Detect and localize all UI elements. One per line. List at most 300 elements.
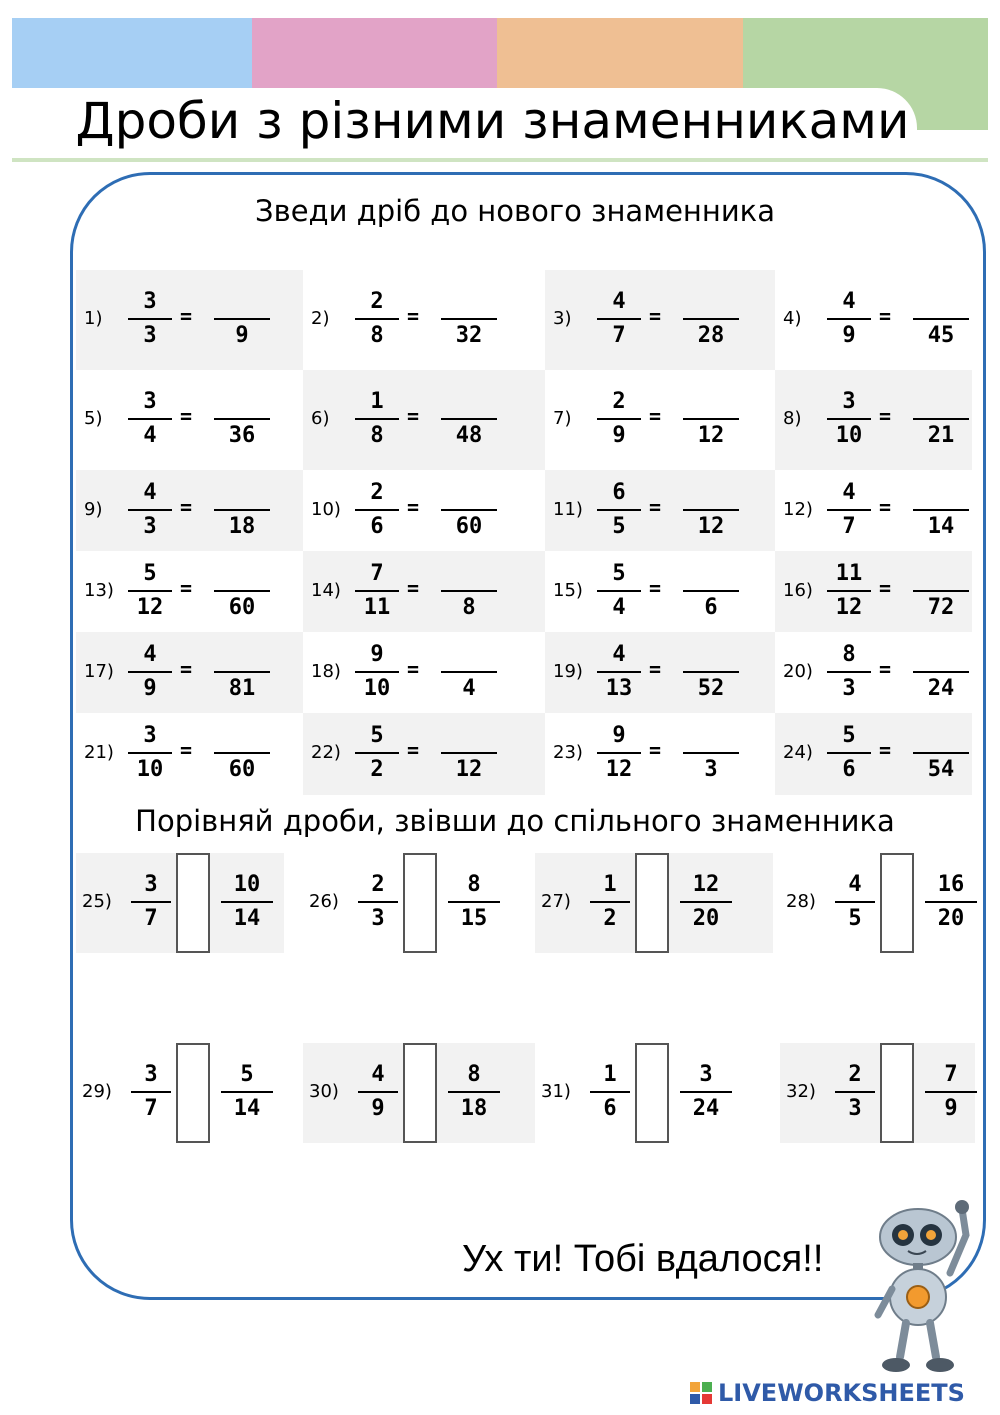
left-fraction-numerator: 1 [603, 1062, 617, 1087]
task-fraction-numerator: 4 [842, 479, 856, 505]
answer-bar [913, 590, 969, 592]
answer-numerator-input[interactable] [683, 478, 739, 508]
answer-fraction[interactable] [441, 287, 497, 351]
task-fraction-numerator: 7 [370, 560, 384, 586]
task-fraction-bar [355, 752, 399, 754]
answer-bar [683, 590, 739, 592]
equals-sign: = [180, 304, 193, 328]
answer-numerator-input[interactable] [913, 287, 969, 317]
right-fraction-bar [925, 901, 977, 903]
right-fraction-numerator: 16 [937, 872, 965, 897]
answer-denominator: 24 [927, 675, 955, 701]
header-stripe-orange [497, 18, 743, 88]
equals-sign: = [649, 304, 662, 328]
answer-fraction[interactable] [441, 478, 497, 542]
answer-fraction[interactable] [214, 559, 270, 623]
answer-fraction[interactable] [441, 640, 497, 704]
task-fraction-bar [827, 590, 871, 592]
answer-denominator: 18 [228, 513, 256, 539]
left-fraction-bar [131, 901, 171, 903]
left-fraction-bar [835, 1091, 875, 1093]
answer-bar [441, 590, 497, 592]
answer-bar [214, 752, 270, 754]
equals-sign: = [649, 738, 662, 762]
answer-numerator-input[interactable] [683, 387, 739, 417]
task-fraction [128, 287, 172, 351]
task-fraction-numerator: 4 [612, 641, 626, 667]
right-fraction-numerator: 8 [467, 872, 481, 897]
task-fraction [597, 287, 641, 351]
task-number: 19) [553, 660, 583, 682]
task-fraction-numerator: 4 [842, 289, 856, 314]
task-fraction-numerator: 2 [370, 479, 384, 505]
task-fraction [355, 287, 399, 351]
comparison-sign-input[interactable] [176, 853, 210, 953]
task-fraction [827, 387, 871, 451]
right-fraction-numerator: 7 [944, 1062, 958, 1087]
answer-numerator-input[interactable] [441, 721, 497, 751]
comparison-sign-input[interactable] [403, 1043, 437, 1143]
left-fraction [358, 1060, 398, 1124]
answer-bar [441, 418, 497, 420]
left-fraction-denominator: 5 [848, 906, 862, 931]
answer-fraction[interactable] [683, 640, 739, 704]
task-fraction-bar [355, 418, 399, 420]
left-fraction-denominator: 7 [144, 906, 158, 931]
left-fraction-numerator: 3 [144, 872, 158, 897]
task-fraction [355, 640, 399, 704]
task-fraction-denominator: 7 [842, 513, 856, 539]
task-fraction-denominator: 9 [842, 323, 856, 348]
equals-sign: = [180, 494, 193, 519]
answer-numerator-input[interactable] [683, 287, 739, 317]
task-number: 3) [553, 308, 572, 329]
task-fraction-numerator: 9 [370, 641, 384, 667]
answer-bar [214, 418, 270, 420]
task-fraction [827, 721, 871, 785]
equals-sign: = [879, 656, 892, 681]
right-fraction [448, 1060, 500, 1124]
task-fraction [128, 640, 172, 704]
liveworksheets-logo-text: LIVEWORKSHEETS [718, 1379, 965, 1407]
task-number: 2) [311, 308, 330, 329]
task-fraction-denominator: 4 [612, 594, 626, 620]
task-fraction-denominator: 10 [363, 675, 391, 701]
task-number: 18) [311, 660, 341, 682]
answer-numerator-input[interactable] [441, 478, 497, 508]
right-fraction-denominator: 15 [460, 906, 488, 931]
answer-numerator-input[interactable] [913, 559, 969, 589]
section-title-reduce: Зведи дріб до нового знаменника [255, 194, 775, 228]
task-number: 25) [82, 891, 112, 912]
task-fraction-bar [355, 590, 399, 592]
answer-numerator-input[interactable] [441, 559, 497, 589]
task-fraction-bar [128, 509, 172, 511]
left-fraction-bar [590, 901, 630, 903]
answer-denominator: 32 [455, 323, 483, 348]
left-fraction [358, 870, 398, 934]
answer-denominator: 60 [455, 513, 483, 539]
left-fraction-denominator: 2 [603, 906, 617, 931]
task-number: 22) [311, 742, 341, 763]
task-fraction-numerator: 2 [370, 289, 384, 314]
task-number: 8) [783, 408, 802, 429]
answer-fraction[interactable] [683, 478, 739, 542]
right-fraction-bar [448, 1091, 500, 1093]
task-fraction [128, 478, 172, 542]
right-fraction-bar [221, 901, 273, 903]
answer-numerator-input[interactable] [441, 287, 497, 317]
task-number: 27) [541, 891, 571, 912]
task-fraction-numerator: 3 [143, 289, 157, 314]
answer-denominator: 60 [228, 757, 256, 782]
task-fraction-denominator: 10 [136, 757, 164, 782]
task-number: 4) [783, 308, 802, 329]
robot-waving-icon [858, 1195, 988, 1380]
section-title-compare: Порівняй дроби, звівши до спільного знаменника [135, 804, 895, 838]
answer-bar [683, 671, 739, 673]
answer-denominator: 6 [704, 594, 718, 620]
task-fraction-denominator: 3 [143, 323, 157, 348]
answer-bar [441, 509, 497, 511]
answer-denominator: 72 [927, 594, 955, 620]
task-number: 15) [553, 579, 583, 601]
task-fraction-denominator: 4 [143, 423, 157, 448]
right-fraction-numerator: 8 [467, 1062, 481, 1087]
answer-numerator-input[interactable] [913, 721, 969, 751]
task-fraction-numerator: 3 [842, 389, 856, 414]
task-fraction-numerator: 5 [143, 560, 157, 586]
answer-denominator: 3 [704, 757, 718, 782]
task-fraction [128, 559, 172, 623]
left-fraction-denominator: 7 [144, 1096, 158, 1121]
equals-sign: = [649, 575, 662, 600]
task-fraction [597, 721, 641, 785]
task-fraction-bar [597, 509, 641, 511]
answer-fraction[interactable] [214, 287, 270, 351]
right-fraction-bar [221, 1091, 273, 1093]
task-fraction [355, 559, 399, 623]
task-fraction [827, 478, 871, 542]
answer-denominator: 54 [927, 757, 955, 782]
right-fraction [680, 870, 732, 934]
right-fraction-bar [680, 1091, 732, 1093]
right-fraction-denominator: 18 [460, 1096, 488, 1121]
equals-sign: = [407, 656, 420, 681]
left-fraction [590, 870, 630, 934]
answer-numerator-input[interactable] [683, 559, 739, 589]
answer-numerator-input[interactable] [913, 640, 969, 670]
answer-fraction[interactable] [441, 387, 497, 451]
task-number: 1) [84, 308, 103, 329]
answer-fraction[interactable] [214, 640, 270, 704]
answer-denominator: 21 [927, 423, 955, 448]
right-fraction-denominator: 14 [233, 1096, 261, 1121]
answer-fraction[interactable] [214, 478, 270, 542]
answer-denominator: 81 [228, 675, 256, 701]
task-fraction-bar [128, 590, 172, 592]
equals-sign: = [879, 304, 892, 328]
right-fraction-numerator: 12 [692, 872, 720, 897]
right-fraction [925, 870, 977, 934]
left-fraction-denominator: 9 [371, 1096, 385, 1121]
answer-numerator-input[interactable] [441, 640, 497, 670]
cheer-message: Ух ти! Тобі вдалося!! [462, 1238, 824, 1280]
left-fraction-numerator: 2 [371, 872, 385, 897]
task-number: 9) [84, 498, 103, 520]
answer-fraction[interactable] [683, 387, 739, 451]
right-fraction [221, 870, 273, 934]
right-fraction-numerator: 3 [699, 1062, 713, 1087]
task-cell [303, 370, 545, 470]
task-fraction-bar [355, 671, 399, 673]
answer-denominator: 12 [455, 757, 483, 782]
answer-fraction[interactable] [913, 721, 969, 785]
task-number: 10) [311, 498, 341, 520]
right-fraction-numerator: 10 [233, 872, 261, 897]
answer-bar [683, 509, 739, 511]
task-fraction-denominator: 8 [370, 323, 384, 348]
answer-fraction[interactable] [913, 287, 969, 351]
right-fraction-bar [448, 901, 500, 903]
answer-bar [214, 590, 270, 592]
equals-sign: = [879, 494, 892, 519]
task-fraction-denominator: 13 [605, 675, 633, 701]
answer-numerator-input[interactable] [214, 640, 270, 670]
answer-fraction[interactable] [214, 387, 270, 451]
answer-numerator-input[interactable] [683, 640, 739, 670]
answer-bar [683, 318, 739, 320]
task-number: 21) [84, 742, 114, 763]
task-fraction [355, 478, 399, 542]
answer-denominator: 4 [462, 675, 476, 701]
task-number: 6) [311, 408, 330, 429]
equals-sign: = [180, 404, 193, 428]
left-fraction-numerator: 3 [144, 1062, 158, 1087]
task-fraction-denominator: 2 [370, 757, 384, 782]
task-number: 11) [553, 498, 583, 520]
answer-fraction[interactable] [913, 387, 969, 451]
right-fraction-denominator: 14 [233, 906, 261, 931]
answer-fraction[interactable] [441, 721, 497, 785]
comparison-sign-input[interactable] [176, 1043, 210, 1143]
left-fraction [131, 870, 171, 934]
liveworksheets-logo[interactable] [690, 1378, 965, 1408]
equals-sign: = [180, 656, 193, 681]
task-fraction [827, 287, 871, 351]
task-fraction [355, 387, 399, 451]
right-fraction-numerator: 5 [240, 1062, 254, 1087]
task-fraction-denominator: 8 [370, 423, 384, 448]
answer-fraction[interactable] [913, 559, 969, 623]
answer-denominator: 60 [228, 594, 256, 620]
task-number: 23) [553, 742, 583, 763]
left-fraction-bar [590, 1091, 630, 1093]
task-number: 31) [541, 1081, 571, 1102]
answer-numerator-input[interactable] [913, 387, 969, 417]
answer-bar [441, 318, 497, 320]
answer-bar [214, 318, 270, 320]
left-fraction-bar [835, 901, 875, 903]
answer-fraction[interactable] [441, 559, 497, 623]
task-fraction-denominator: 5 [612, 513, 626, 539]
task-number: 16) [783, 579, 813, 601]
answer-bar [214, 509, 270, 511]
answer-denominator: 28 [697, 323, 725, 348]
right-fraction [680, 1060, 732, 1124]
task-fraction [597, 478, 641, 542]
task-fraction-bar [827, 318, 871, 320]
answer-fraction[interactable] [683, 559, 739, 623]
left-fraction-numerator: 2 [848, 1062, 862, 1087]
right-fraction-denominator: 24 [692, 1096, 720, 1121]
task-fraction-numerator: 3 [143, 723, 157, 748]
answer-denominator: 12 [697, 513, 725, 539]
task-fraction [597, 559, 641, 623]
comparison-sign-input[interactable] [880, 853, 914, 953]
task-fraction-denominator: 3 [842, 675, 856, 701]
answer-bar [214, 671, 270, 673]
task-fraction-numerator: 5 [370, 723, 384, 748]
answer-bar [913, 509, 969, 511]
answer-bar [913, 752, 969, 754]
left-fraction [590, 1060, 630, 1124]
header-stripe-pink [252, 18, 497, 88]
task-fraction-denominator: 10 [835, 423, 863, 448]
task-number: 7) [553, 408, 572, 429]
task-fraction-denominator: 12 [605, 757, 633, 782]
answer-numerator-input[interactable] [214, 478, 270, 508]
answer-numerator-input[interactable] [214, 559, 270, 589]
answer-bar [683, 418, 739, 420]
equals-sign: = [407, 575, 420, 600]
left-fraction-denominator: 6 [603, 1096, 617, 1121]
equals-sign: = [407, 304, 420, 328]
task-number: 5) [84, 408, 103, 429]
task-fraction-numerator: 4 [143, 641, 157, 667]
left-fraction-denominator: 3 [848, 1096, 862, 1121]
left-fraction [835, 1060, 875, 1124]
answer-bar [913, 418, 969, 420]
answer-numerator-input[interactable] [913, 478, 969, 508]
answer-numerator-input[interactable] [683, 721, 739, 751]
task-fraction-bar [128, 671, 172, 673]
comparison-sign-input[interactable] [880, 1043, 914, 1143]
answer-fraction[interactable] [913, 478, 969, 542]
left-fraction-bar [358, 1091, 398, 1093]
task-fraction-denominator: 11 [363, 594, 391, 620]
task-fraction-bar [355, 509, 399, 511]
answer-denominator: 45 [927, 323, 955, 348]
task-fraction-denominator: 12 [835, 594, 863, 620]
comparison-sign-input[interactable] [403, 853, 437, 953]
task-fraction [128, 721, 172, 785]
task-number: 30) [309, 1081, 339, 1102]
task-fraction-bar [597, 318, 641, 320]
answer-numerator-input[interactable] [214, 287, 270, 317]
answer-numerator-input[interactable] [441, 387, 497, 417]
left-fraction-numerator: 1 [603, 872, 617, 897]
answer-denominator: 36 [228, 423, 256, 448]
task-fraction-bar [827, 671, 871, 673]
right-fraction [221, 1060, 273, 1124]
task-fraction-bar [597, 418, 641, 420]
title-underline [12, 158, 988, 162]
page-title: Дроби з різними знаменниками [75, 92, 910, 150]
task-fraction-denominator: 7 [612, 323, 626, 348]
task-number: 32) [786, 1081, 816, 1102]
right-fraction-denominator: 9 [944, 1096, 958, 1121]
answer-numerator-input[interactable] [214, 721, 270, 751]
task-fraction-numerator: 5 [842, 723, 856, 748]
task-fraction-numerator: 4 [143, 479, 157, 505]
equals-sign: = [407, 738, 420, 762]
answer-denominator: 12 [697, 423, 725, 448]
answer-denominator: 48 [455, 423, 483, 448]
task-fraction-bar [597, 752, 641, 754]
task-fraction-denominator: 6 [842, 757, 856, 782]
task-fraction [827, 640, 871, 704]
comparison-sign-input[interactable] [635, 1043, 669, 1143]
task-number: 28) [786, 891, 816, 912]
task-fraction-numerator: 5 [612, 560, 626, 586]
answer-fraction[interactable] [214, 721, 270, 785]
answer-fraction[interactable] [683, 721, 739, 785]
comparison-sign-input[interactable] [635, 853, 669, 953]
equals-sign: = [879, 575, 892, 600]
task-number: 13) [84, 579, 114, 601]
task-number: 29) [82, 1081, 112, 1102]
equals-sign: = [180, 575, 193, 600]
task-fraction [355, 721, 399, 785]
right-fraction-bar [925, 1091, 977, 1093]
equals-sign: = [649, 656, 662, 681]
right-fraction-bar [680, 901, 732, 903]
task-fraction-denominator: 3 [143, 513, 157, 539]
right-fraction [448, 870, 500, 934]
left-fraction-denominator: 3 [371, 906, 385, 931]
answer-denominator: 8 [462, 594, 476, 620]
task-number: 24) [783, 742, 813, 763]
left-fraction-bar [131, 1091, 171, 1093]
task-fraction [827, 559, 871, 623]
task-fraction-bar [597, 590, 641, 592]
answer-bar [441, 671, 497, 673]
task-number: 20) [783, 660, 813, 682]
answer-fraction[interactable] [913, 640, 969, 704]
equals-sign: = [649, 404, 662, 428]
answer-denominator: 14 [927, 513, 955, 539]
liveworksheets-logo-icon [690, 1382, 712, 1404]
task-fraction [128, 387, 172, 451]
task-fraction-bar [128, 318, 172, 320]
task-fraction-numerator: 6 [612, 479, 626, 505]
task-fraction-bar [827, 509, 871, 511]
task-fraction-denominator: 9 [612, 423, 626, 448]
answer-bar [441, 752, 497, 754]
answer-denominator: 52 [697, 675, 725, 701]
answer-numerator-input[interactable] [214, 387, 270, 417]
left-fraction [835, 870, 875, 934]
task-fraction-bar [597, 671, 641, 673]
task-fraction-bar [355, 318, 399, 320]
answer-fraction[interactable] [683, 287, 739, 351]
left-fraction [131, 1060, 171, 1124]
equals-sign: = [180, 738, 193, 762]
task-number: 26) [309, 891, 339, 912]
left-fraction-numerator: 4 [848, 872, 862, 897]
task-fraction-numerator: 9 [612, 723, 626, 748]
